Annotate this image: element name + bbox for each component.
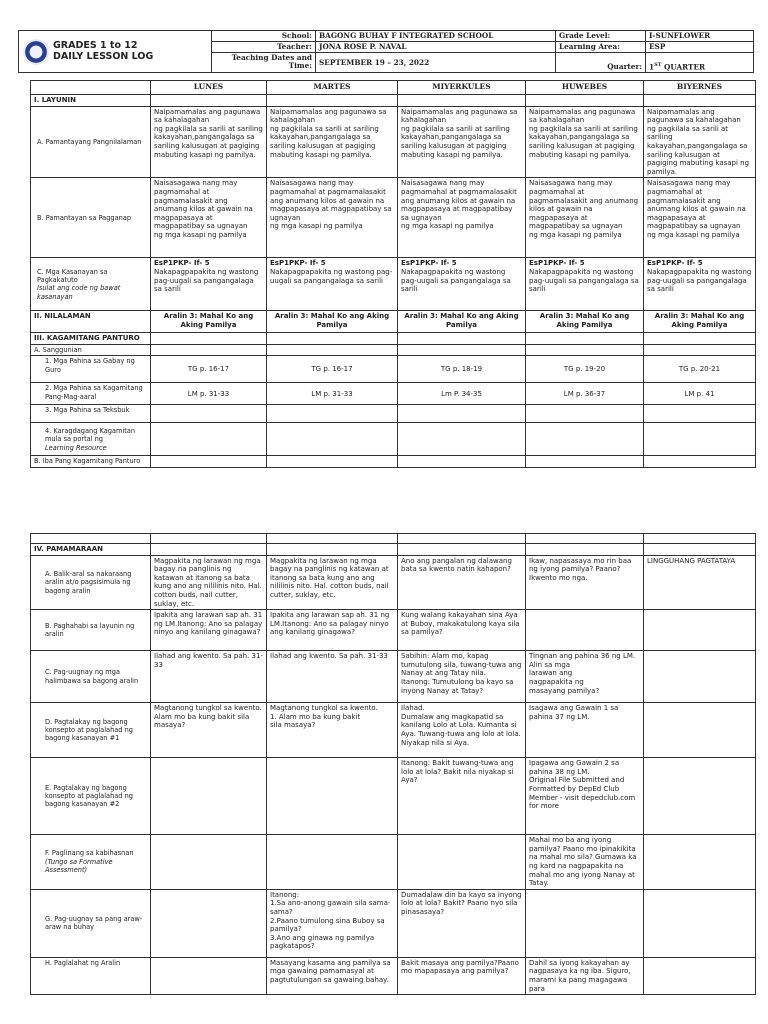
dates-label: Teaching Dates and Time: [212,53,316,73]
cell [267,758,398,835]
teacher-label: Teacher: [212,42,316,53]
quarter-label: Quarter: [556,53,646,73]
cell: Naipamamalas ang pagunawa sa kahalagahan ng pagkilala sa sarili at sariling kakayahan,pangangalaga sa sariling kalusugan at pagiging mabuting kasapi ng pamilya. [267,106,398,178]
school-value: BAGONG BUHAY F INTEGRATED SCHOOL [316,31,556,42]
school-label: School: [212,31,316,42]
cell: Aralin 3: Mahal Ko ang Aking Pamilya [526,311,644,333]
cell: LM p. 41 [644,383,756,405]
cell: Naisasagawa nang may pagmamahal at pagmamalasakit ang anumang kilos at gawain na magpapasaya at magpapatibay sa ugnayan ng mga kasapi ng pamilya [644,178,756,258]
cell [644,889,756,957]
row-portal [31,423,756,456]
row-nilalaman [31,311,756,333]
section-pamamaraan: IV. PAMAMARAAN [31,544,151,556]
cell: Magpakita ng larawan ng mga bagay na panglinis ng katawan at itanong sa bata kung ano ang nililinis nito. Hal. cotton buds, nail cutter, suklay, etc. [151,555,267,610]
day-miyerkules: MIYERKULES [398,81,526,95]
row-pamantayan-pagganap [31,178,756,258]
row-sanggunian: A. Sanggunian [31,344,151,355]
row-label: D. Pagtalakay ng bagong konsepto at paglalahad ng bagong kasanayan #1 [31,703,151,758]
cell: Kung walang kakayahan sina Aya at Buboy, makakatulong kaya sila sa pamilya? [398,610,526,651]
cell: Aralin 3: Mahal Ko ang Aking Pamilya [644,311,756,333]
row-label: B. Paghahabi sa layunin ng aralin [31,610,151,651]
cell [151,758,267,835]
cell: Itanong: 1.Sa ano-anong gawain sila sama-sama? 2.Paano tumulong sina Buboy sa pamilya? 3.Ano ang ginawa ng pamilya pagkatapos? [267,889,398,957]
cell: LM p. 31-33 [151,383,267,405]
row-gabay [31,356,756,383]
cell: TG p. 20-21 [644,356,756,383]
cell: Magtanong tungkol sa kwento. Alam mo ba kung bakit sila masaya? [151,703,267,758]
cell: Ikaw, napasasaya mo rin baa ng iyong pamilya? Paano? Ikwento mo nga. [526,555,644,610]
cell: Aralin 3: Mahal Ko ang Aking Pamilya [151,311,267,333]
row-pagtalakay-1 [31,703,756,758]
grade-label: Grade Level: [556,31,646,42]
area-value: ESP [646,42,754,53]
cell: Magtanong tungkol sa kwento. 1. Alam mo ba kung bakit sila masaya? [267,703,398,758]
cell: LM p. 31-33 [267,383,398,405]
cell: TG p. 18-19 [398,356,526,383]
quarter-value: 1ST QUARTER [646,53,754,73]
cell [644,703,756,758]
row-label: H. Paglalahat ng Aralin [31,957,151,994]
cell [644,610,756,651]
cell [644,651,756,703]
row-label: A. Balik-aral sa nakaraang aralin at/o pagsisimula ng bagong aralin [31,555,151,610]
day-martes: MARTES [267,81,398,95]
section-layunin: I. LAYUNIN [31,95,151,107]
cell: Ilahad ang kwento. Sa pah. 31-33 [267,651,398,703]
cell: EsP1PKP- If- 5 Nakapagpapakita ng wastong pag-uugali sa pangangalaga sa sarili [398,258,526,311]
cell: Mahal mo ba ang iyong pamilya? Paano mo ipinakikita na mahal mo sila? Gumawa ka ng kard na nagpapakita na mahal mo ang iyong Nanay at Tatay. [526,835,644,890]
row-label: B. Pamantayan sa Pagganap [31,178,151,258]
cell: TG p. 19-20 [526,356,644,383]
row-label: C. Mga Kasanayan sa Pagkakatuto Isulat ang code ng bawat kasanayan [31,258,151,311]
cell: EsP1PKP- If- 5 Nakapagpapakita ng wastong pag-uugali sa pangangalaga sa sarili [526,258,644,311]
row-label: 1. Mga Pahina sa Gabay ng Guro [31,356,151,383]
row-kasanayan [31,258,756,311]
row-pamantayang-pangnilalaman [31,106,756,178]
cell: TG p. 16-17 [267,356,398,383]
row-pag-uugnay [31,651,756,703]
day-lunes: LUNES [151,81,267,95]
row-label: E. Pagtalakay ng bagong konsepto at paglalahad ng bagong kasanayan #2 [31,758,151,835]
row-pang-araw-araw [31,889,756,957]
cell: Ipakita ang larawan sap ah. 31 ng LM.Itanong: Ano sa palagay ninyo ang kanilang ginagawa? [151,610,267,651]
cell [526,889,644,957]
cell: Naipamamalas ang pagunawa sa kahalagahan ng pagkilala sa sarili at sariling kakayahan,pangangalaga sa sariling kalusugan at pagiging mabuting kasapi ng pamilya. [398,106,526,178]
cell: Ilahad. Dumalaw ang magkapatid sa kanilang Lolo at Lola. Kumanta si Aya. Tuwang-tuwa ang lolo at lola. Niyakap nila si Aya. [398,703,526,758]
cell: Bakit masaya ang pamilya?Paano mo mapapasaya ang pamilya? [398,957,526,994]
cell: LINGGUHANG PAGTATAYA [644,555,756,610]
row-label: 2. Mga Pahina sa Kagamitang Pang-Mag-aaral [31,383,151,405]
cell: Isagawa ang Gawain 1 sa pahina 37 ng LM. [526,703,644,758]
cell: Ipagawa ang Gawain 2 sa pahina 38 ng LM. Original File Submitted and Formatted by DepEd Club Member - visit depedclub.com for more [526,758,644,835]
cell: Naipamamalas ang pagunawa sa kahalagahan ng pagkilala sa sarili at sariling kakayahan,pangangalaga sa sariling kalusugan at pagiging mabuting kasapi ng pamilya. [644,106,756,178]
cell: Aralin 3: Mahal Ko ang Aking Pamilya [267,311,398,333]
cell: Ano ang pangalan ng dalawang bata sa kwento natin kahapon? [398,555,526,610]
row-label: 3. Mga Pahina sa Teksbuk [31,405,151,423]
grade-value: I-SUNFLOWER [646,31,754,42]
deped-seal-icon [23,39,49,65]
row-label: B. Iba Pang Kagamitang Panturo [31,456,151,467]
row-label: G. Pag-uugnay sa pang araw-araw na buhay [31,889,151,957]
day-biyernes: BIYERNES [644,81,756,95]
cell: EsP1PKP- If- 5 Nakapagpapakita ng wastong pag-uugali sa pangangalaga sa sarili [644,258,756,311]
lesson-log-header [18,30,754,73]
day-huwebes: HUWEBES [526,81,644,95]
cell [526,610,644,651]
cell: Lm P. 34-35 [398,383,526,405]
cell [644,758,756,835]
cell [398,835,526,890]
cell: EsP1PKP- If- 5 Nakapagpapakita ng wastong pag-uugali sa pangangalaga sa sarili [151,258,267,311]
section-nilalaman: II. NILALAMAN [31,311,151,333]
cell: Magpakita ng larawan ng mga bagay na panglinis ng katawan at itanong sa bata kung ano ang nililinis nito. Hal. cotton buds, nail cutter, suklay, etc. [267,555,398,610]
row-paglalahat [31,957,756,994]
cell [151,957,267,994]
cell [644,957,756,994]
row-label: F. Paglinang sa kabihasnan (Tungo sa Formative Assessment) [31,835,151,890]
cell [644,835,756,890]
cell [267,835,398,890]
cell: Tingnan ang pahina 36 ng LM. Alin sa mga larawan ang nagpapakita ng masayang pamilya? [526,651,644,703]
row-paglinang [31,835,756,890]
cell: Masayang kasama ang pamilya sa mga gawaing pamamasyal at pagtutulungan sa gawaing bahay. [267,957,398,994]
row-teksbuk [31,405,756,423]
title-line-2: DAILY LESSON LOG [53,50,154,62]
row-iba [31,456,756,467]
day-header-row [31,81,756,95]
cell: Naisasagawa nang may pagmamahal at pagmamalasakit ang anumang kilos at gawain na magpapasaya at magpapatibay sa ugnayan ng mga kasapi ng pamilya [151,178,267,258]
cell: Ilahad ang kwento. Sa pah. 31-33 [151,651,267,703]
title-line-1: GRADES 1 to 12 [53,40,138,51]
section-kagamitang: III. KAGAMITANG PANTURO [31,333,151,345]
area-label: Learning Area: [556,42,646,53]
row-kagamitan [31,383,756,405]
procedure-table [30,533,756,995]
cell [151,835,267,890]
cell: Naisasagawa nang may pagmamahal at pagmamalasakit ang anumang kilos at gawain na magpapasaya at magpapatibay sa ugnayan ng mga kasapi ng pamilya [526,178,644,258]
row-label: A. Pamantayang Pangnilalaman [31,106,151,178]
cell: Aralin 3: Mahal Ko ang Aking Pamilya [398,311,526,333]
cell: TG p. 16-17 [151,356,267,383]
row-label: C. Pag-uugnay ng mga halimbawa sa bagong aralin [31,651,151,703]
cell: Sabihin: Alam mo, kapag tumutulong sila, tuwang-tuwa ang Nanay at ang Tatay nila. Itanong: Tumutulong ba kayo sa inyong Nanay at Tatay? [398,651,526,703]
cell: EsP1PKP- If- 5 Nakapagpapakita ng wastong pag-uugali sa pangangalaga sa sarili [267,258,398,311]
row-balik-aral [31,555,756,610]
header-title [19,31,212,73]
cell [151,889,267,957]
cell: Naisasagawa nang may pagmamahal at pagmamalasakit ang anumang kilos at gawain na magpapasaya at magpapatibay sa ugnayan ng mga kasapi ng pamilya [398,178,526,258]
cell: Naipamamalas ang pagunawa sa kahalagahan ng pagkilala sa sarili at sariling kakayahan,pangangalaga sa sariling kalusugan at pagiging mabuting kasapi ng pamilya. [526,106,644,178]
dates-value: SEPTEMBER 19 – 23, 2022 [316,53,556,73]
row-pagtalakay-2 [31,758,756,835]
row-label: 4. Karagdagang Kagamitan mula sa portal ng Learning Resource [31,423,151,456]
cell: Itanong: Bakit tuwang-tuwa ang lolo at lola? Bakit nila niyakap si Aya? [398,758,526,835]
cell: Ipakita ang larawan sap ah. 31 ng LM.Itanong: Ano sa palagay ninyo ang kanilang ginagawa? [267,610,398,651]
cell: Dahil sa iyong kakayahan ay nagpasaya ka ng iba. Siguro, marami ka pang magagawa para [526,957,644,994]
cell: Naipamamalas ang pagunawa sa kahalagahan ng pagkilala sa sarili at sariling kakayahan,pangangalaga sa sariling kalusugan at pagiging mabuting kasapi ng pamilya. [151,106,267,178]
objectives-table [30,80,756,468]
row-paghahabi [31,610,756,651]
cell: Dumadalaw din ba kayo sa inyong lolo at lola? Bakit? Paano nyo sila pinasasaya? [398,889,526,957]
cell: LM p. 36-37 [526,383,644,405]
teacher-value: JONA ROSE P. NAVAL [316,42,556,53]
cell: Naisasagawa nang may pagmamahal at pagmamalasakit ang anumang kilos at gawain na magpapasaya at magpapatibay sa ugnayan ng mga kasapi ng pamilya [267,178,398,258]
